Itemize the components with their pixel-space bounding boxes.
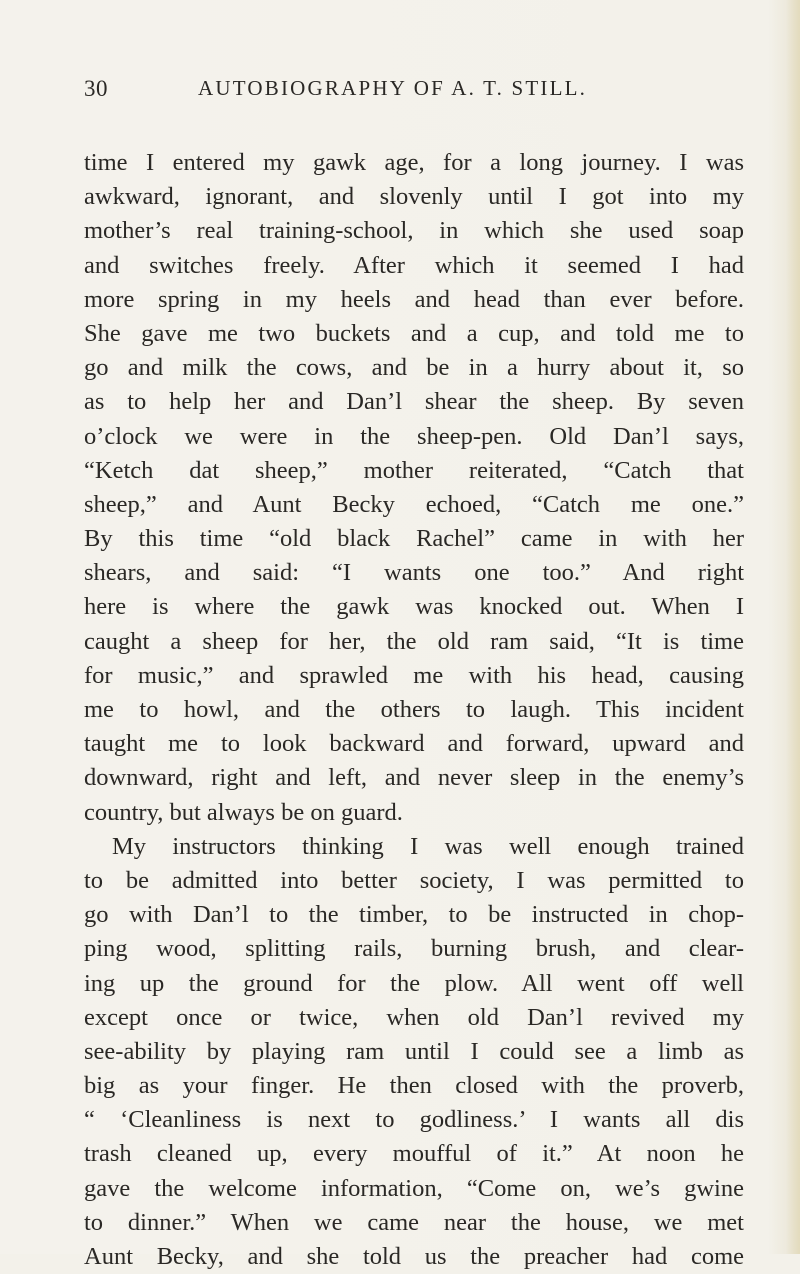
text-line: except once or twice, when old Dan’l revived my — [84, 1003, 744, 1031]
text-line: trash cleaned up, every moufful of it.” At noon he — [84, 1140, 744, 1168]
text-line: gave the welcome information, “Come on, we’s gwine — [84, 1174, 744, 1202]
text-line: as to help her and Dan’l shear the sheep. By seven — [84, 388, 744, 416]
text-line: here is where the gawk was knocked out. When I — [84, 593, 744, 621]
text-line: shears, and said: “I wants one too.” And right — [84, 559, 744, 587]
text-line: go with Dan’l to the timber, to be instructed in chop- — [84, 901, 744, 929]
page-edge-shading — [786, 0, 800, 1254]
text-line: Aunt Becky, and she told us the preacher had come — [84, 1243, 744, 1270]
text-line: ping wood, splitting rails, burning brush, and clear- — [84, 935, 744, 963]
text-line: and switches freely. After which it seemed I had — [84, 251, 744, 279]
page-number: 30 — [84, 76, 108, 101]
text-line: o’clock we were in the sheep-pen. Old Dan’l says, — [84, 422, 744, 450]
text-line: big as your finger. He then closed with the proverb, — [84, 1072, 744, 1100]
running-head — [84, 76, 744, 110]
text-line: By this time “old black Rachel” came in with her — [84, 525, 744, 553]
text-line: time I entered my gawk age, for a long journey. I was — [84, 149, 744, 176]
text-line: My instructors thinking I was well enough trained — [112, 832, 744, 860]
text-line: awkward, ignorant, and slovenly until I got into my — [84, 183, 744, 211]
text-line: more spring in my heels and head than ever before. — [84, 285, 744, 313]
text-line: me to howl, and the others to laugh. This incident — [84, 696, 744, 723]
running-title: AUTOBIOGRAPHY OF A. T. STILL. — [198, 76, 588, 100]
text-line: see-ability by playing ram until I could see a limb as — [84, 1037, 744, 1065]
text-line: sheep,” and Aunt Becky echoed, “Catch me one.” — [84, 490, 744, 518]
text-line: taught me to look backward and forward, upward and — [84, 730, 744, 758]
text-line: downward, right and left, and never sleep in the enemy’s — [84, 764, 744, 792]
text-line: to be admitted into better society, I was permitted to — [84, 866, 744, 894]
text-line: go and milk the cows, and be in a hurry about it, so — [84, 354, 744, 382]
text-line: “ ‘Cleanliness is next to godliness.’ I wants all dis — [84, 1106, 744, 1134]
text-line: mother’s real training-school, in which she used soap — [84, 217, 744, 245]
text-line: country, but always be on guard. — [84, 798, 403, 826]
text-line: ing up the ground for the plow. All went off well — [84, 969, 744, 997]
text-line: caught a sheep for her, the old ram said, “It is time — [84, 627, 744, 655]
text-line: She gave me two buckets and a cup, and told me to — [84, 319, 744, 347]
text-line: to dinner.” When we came near the house, we met — [84, 1208, 744, 1236]
body-text — [84, 146, 744, 1274]
text-line: for music,” and sprawled me with his head, causing — [84, 661, 744, 689]
text-line: “Ketch dat sheep,” mother reiterated, “Catch that — [84, 456, 744, 484]
